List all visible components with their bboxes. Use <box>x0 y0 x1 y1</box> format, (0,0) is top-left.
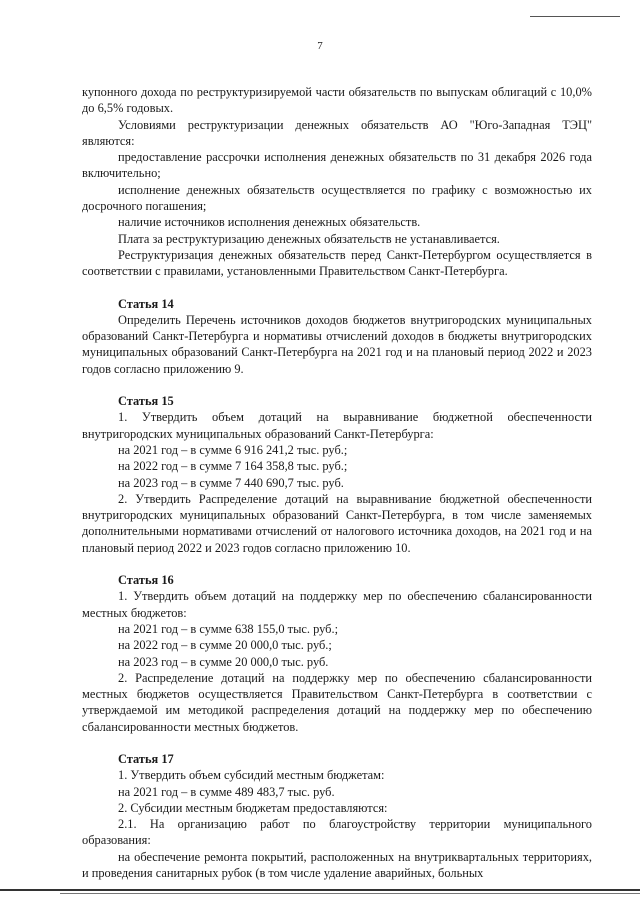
article-heading: Статья 15 <box>118 394 174 409</box>
paragraph: 2.1. На организацию работ по благоустройству территории муниципального образования: <box>82 817 592 848</box>
article-heading: Статья 17 <box>118 751 174 766</box>
list-item: на 2021 год – в сумме 638 155,0 тыс. руб.; <box>118 621 339 636</box>
paragraph: на обеспечение ремонта покрытий, расположенных на внутриквартальных территориях, и проведения санитарных рубок (в том числе удаление аварийных, больных <box>82 849 592 881</box>
paragraph: 2. Распределение дотаций на поддержку мер по обеспечению сбалансированности местных бюджетов осуществляется Правительством Санкт-Петербурга в соответствии с утверждаемой им методикой распределения дотаций на поддержку мер по обеспечению сбалансированности местных бюджетов. <box>82 670 592 734</box>
article-heading: Статья 14 <box>118 296 174 311</box>
paragraph: Определить Перечень источников доходов бюджетов внутригородских муниципальных образований Санкт-Петербурга и нормативы отчислений доходов в бюджеты внутригородских муниципальных образований Санкт-Петербурга на 2021 год и на плановый период 2022 и 2023 годов согласно приложению 9. <box>82 312 592 376</box>
paragraph: наличие источников исполнения денежных обязательств. <box>118 215 421 230</box>
list-item: на 2023 год – в сумме 20 000,0 тыс. руб. <box>118 654 329 669</box>
paragraph: 2. Субсидии местным бюджетам предоставляются: <box>118 800 388 815</box>
paragraph: 1. Утвердить объем дотаций на поддержку мер по обеспечению сбалансированности местных бюджетов: <box>82 589 592 620</box>
list-item: на 2022 год – в сумме 20 000,0 тыс. руб.; <box>118 638 332 653</box>
list-item: на 2021 год – в сумме 6 916 241,2 тыс. руб.; <box>118 442 348 457</box>
list-item: на 2022 год – в сумме 7 164 358,8 тыс. руб.; <box>118 459 348 474</box>
paragraph: Плата за реструктуризацию денежных обязательств не устанавливается. <box>118 231 500 246</box>
paragraph: 1. Утвердить объем дотаций на выравнивание бюджетной обеспеченности внутригородских муниципальных образований Санкт-Петербурга: <box>82 410 592 441</box>
paragraph: купонного дохода по реструктуризируемой части обязательств по выпускам облигаций с 10,0% до 6,5% годовых. <box>82 85 592 116</box>
list-item: на 2023 год – в сумме 7 440 690,7 тыс. руб. <box>118 475 344 490</box>
list-item: на 2021 год – в сумме 489 483,7 тыс. руб. <box>118 784 335 799</box>
scan-edge-line-bottom-thin <box>60 893 640 894</box>
paragraph: исполнение денежных обязательств осуществляется по графику с возможностью их досрочного погашения; <box>82 182 592 214</box>
scan-edge-line-bottom <box>0 889 640 891</box>
paragraph: Реструктуризация денежных обязательств перед Санкт-Петербургом осуществляется в соответствии с правилами, установленными Правительством Санкт-Петербурга. <box>82 247 592 279</box>
paragraph: 2. Утвердить Распределение дотаций на выравнивание бюджетной обеспеченности внутригородских муниципальных образований Санкт-Петербурга, в том числе заменяемых дополнительными нормативами отчислений от налогового источника доходов, на 2021 год и на плановый период 2022 и 2023 годов согласно приложению 10. <box>82 491 592 555</box>
document-body <box>82 84 592 881</box>
article-heading: Статья 16 <box>118 573 174 588</box>
page-number: 7 <box>317 40 323 52</box>
scan-edge-line-top <box>530 16 620 17</box>
paragraph: Условиями реструктуризации денежных обязательств АО "Юго-Западная ТЭЦ" являются: <box>82 117 592 148</box>
paragraph: предоставление рассрочки исполнения денежных обязательств по 31 декабря 2026 года включительно; <box>82 150 592 181</box>
paragraph: 1. Утвердить объем субсидий местным бюджетам: <box>118 768 385 783</box>
